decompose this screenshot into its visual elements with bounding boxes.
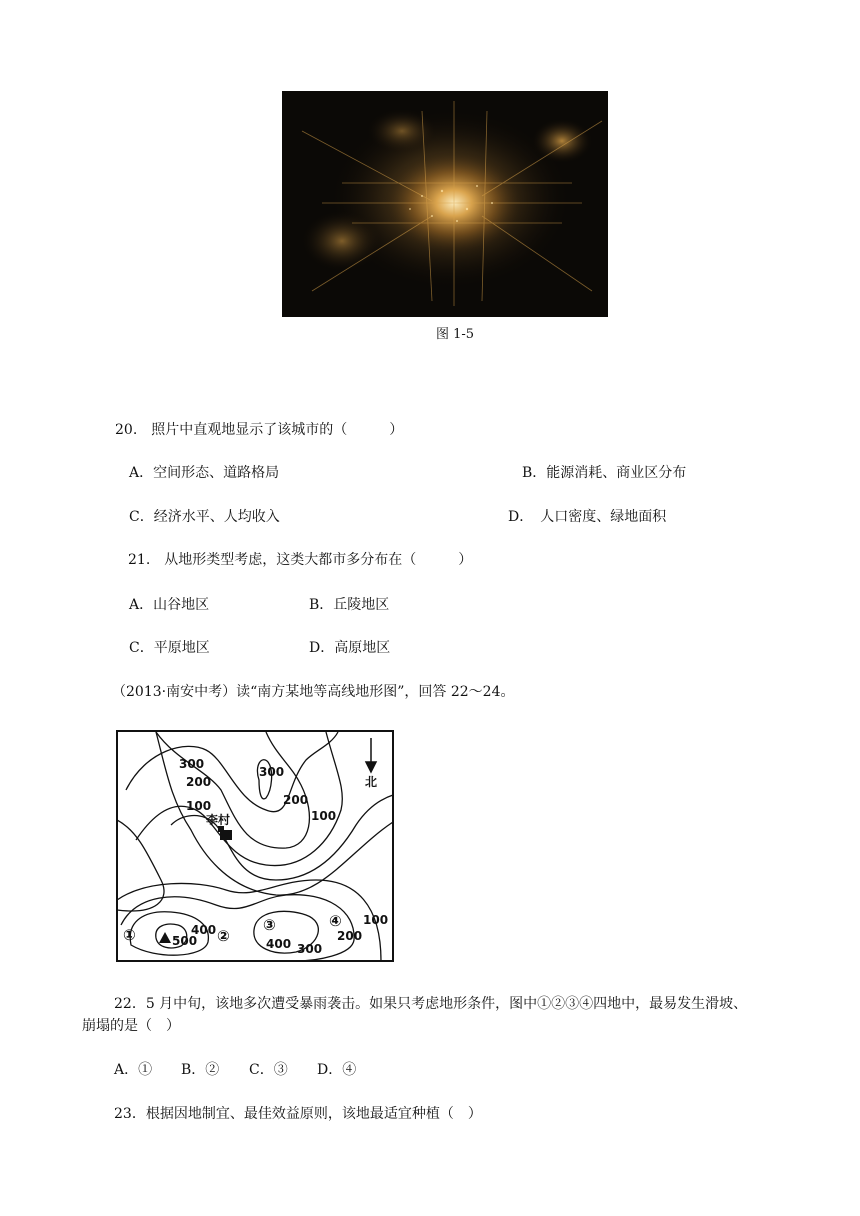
question-20-option-d: D． 人口密度、绿地面积: [508, 509, 667, 525]
question-21-stem: 21. 从地形类型考虑，这类大都市多分布在（ ）: [128, 552, 473, 568]
contour-label-500: 500: [172, 934, 198, 948]
question-22-option-b: B．②: [181, 1062, 220, 1078]
question-21-option-b: B．丘陵地区: [309, 597, 390, 613]
question-22-option-a: A．①: [114, 1062, 153, 1078]
question-20-option-b: B．能源消耗、商业区分布: [522, 465, 687, 481]
contour-label-100-left: 100: [186, 799, 212, 813]
question-23-stem: 23．根据因地制宜、最佳效益原则，该地最适宜种植（ ）: [114, 1106, 482, 1122]
contour-label-200-left: 200: [186, 775, 212, 789]
point-2-marker: ②: [217, 927, 230, 945]
contour-label-400-mid: 400: [266, 937, 292, 951]
contour-label-300-left: 300: [179, 757, 205, 771]
contour-label-100-far-right: 100: [363, 913, 389, 927]
contour-label-300-bottom: 300: [297, 942, 323, 956]
point-1-marker: ①: [123, 926, 136, 944]
question-20-option-a: A．空间形态、道路格局: [129, 465, 280, 481]
contour-label-200-right: 200: [337, 929, 363, 943]
question-22-stem-line2: 崩塌的是（ ）: [82, 1018, 180, 1034]
figure-caption: 图 1-5: [436, 327, 475, 342]
question-22-option-c: C．③: [249, 1062, 288, 1078]
question-22-stem-line1: 22．5 月中旬，该地多次遭受暴雨袭击。如果只考虑地形条件，图中①②③④四地中，最易发生滑坡、: [114, 996, 748, 1012]
question-21-option-d: D．高原地区: [309, 640, 391, 656]
point-3-marker: ③: [263, 916, 276, 934]
question-21-option-a: A．山谷地区: [129, 597, 210, 613]
question-22-option-d: D．④: [317, 1062, 357, 1078]
contour-label-100-right: 100: [311, 809, 337, 823]
city-night-satellite-photo: [282, 91, 608, 317]
question-21-option-c: C．平原地区: [129, 640, 210, 656]
point-4-marker: ④: [329, 912, 342, 930]
village-label: 李村: [206, 813, 231, 827]
contour-map: [116, 730, 394, 962]
section-intro: （2013·南安中考）读“南方某地等高线地形图”，回答 22～24。: [112, 684, 515, 700]
question-20-stem: 20. 照片中直观地显示了该城市的（ ）: [115, 422, 404, 438]
contour-label-400-left: 400: [191, 923, 217, 937]
contour-label-300-top: 300: [259, 765, 285, 779]
question-20-option-c: C．经济水平、人均收入: [129, 509, 280, 525]
north-label: 北: [365, 775, 378, 789]
contour-label-200-mid: 200: [283, 793, 309, 807]
